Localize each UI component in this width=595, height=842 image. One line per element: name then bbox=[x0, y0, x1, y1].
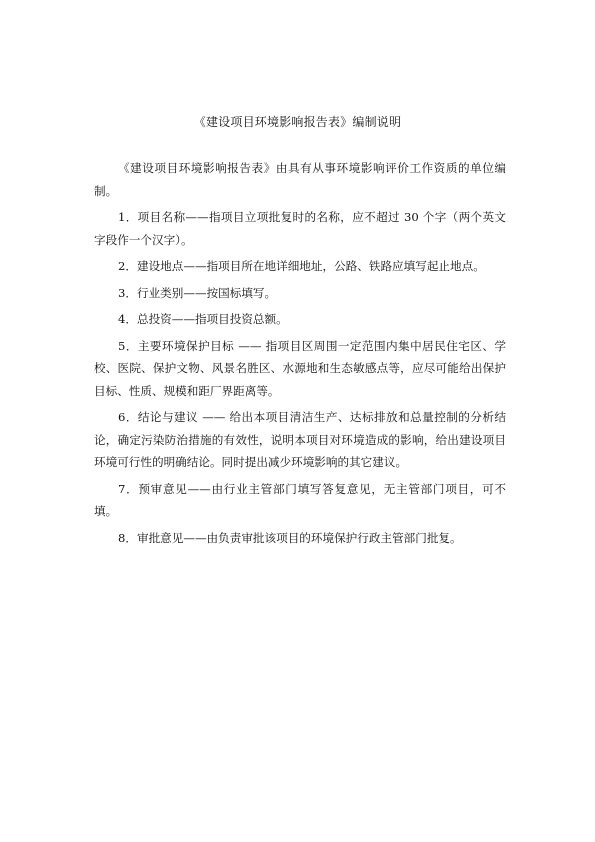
item-construction-site: 2．建设地点——指项目所在地详细地址，公路、铁路应填写起止地点。 bbox=[118, 259, 485, 273]
document-body bbox=[94, 157, 506, 553]
intro-paragraph: 《建设项目环境影响报告表》由具有从事环境影响评价工作资质的单位编制。 bbox=[94, 161, 506, 198]
document-title: 《建设项目环境影响报告表》编制说明 bbox=[193, 115, 402, 129]
item-project-name: 1．项目名称——指项目立项批复时的名称，应不超过 30 个字（两个英文字段作一个汉字）。 bbox=[94, 210, 506, 247]
item-pre-review: 7．预审意见——由行业主管部门填写答复意见，无主管部门项目，可不填。 bbox=[94, 481, 506, 518]
item-total-investment: 4．总投资——指项目投资总额。 bbox=[118, 312, 288, 326]
item-protection-targets: 5．主要环境保护目标 —— 指项目区周围一定范围内集中居民住宅区、学校、医院、保护文物、风景名胜区、水源地和生态敏感点等，应尽可能给出保护目标、性质、规模和距厂界距离等。 bbox=[94, 338, 506, 398]
item-industry-category: 3．行业类别——按国标填写。 bbox=[118, 285, 277, 300]
item-conclusions: 6．结论与建议 —— 给出本项目清洁生产、达标排放和总量控制的分析结论，确定污染防治措施的有效性，说明本项目对环境造成的影响，给出建设项目环境可行性的明确结论。同时提出减少环境影响的其它建议。 bbox=[94, 410, 506, 469]
item-approval: 8．审批意见——由负责审批该项目的环境保护行政主管部门批复。 bbox=[118, 530, 462, 545]
